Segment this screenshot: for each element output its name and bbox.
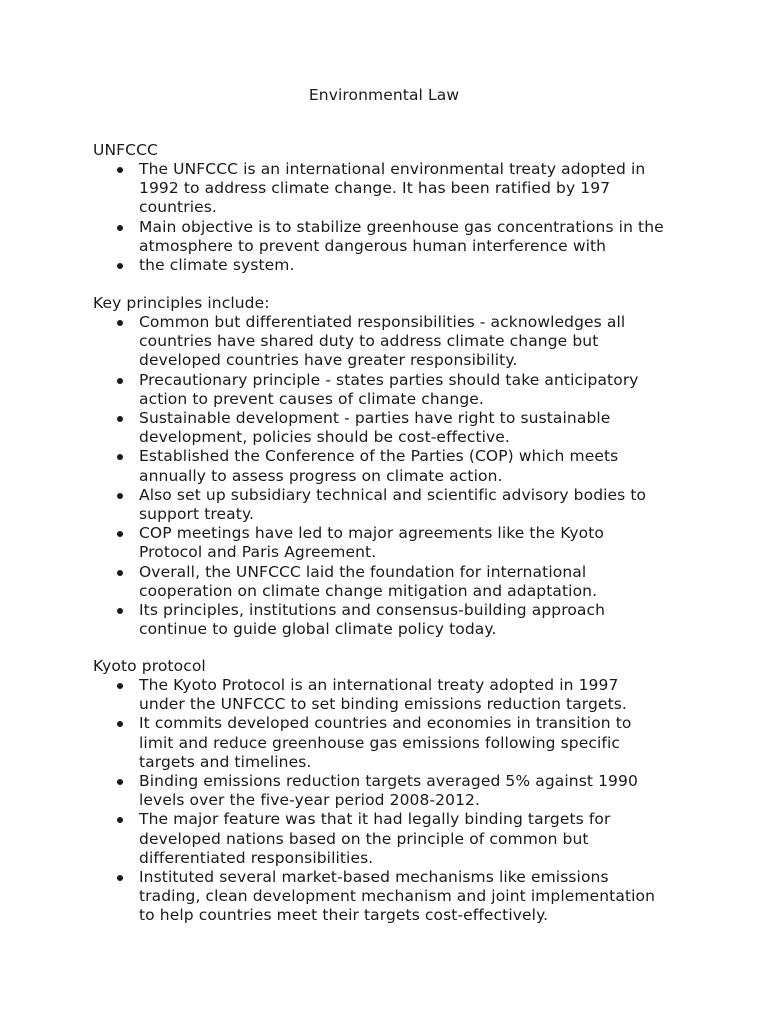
bullet-dot (117, 454, 123, 460)
list-item-text: the climate system. (139, 256, 295, 275)
bullet-dot (117, 320, 123, 326)
list-item-text: Sustainable development - parties have right to sustainable development, policies should be cost-effective. (139, 409, 611, 447)
section-heading: UNFCCC (93, 141, 158, 159)
list-item-text: Common but differentiated responsibilities - acknowledges all countries have shared duty to address climate change but developed countries have greater responsibility. (139, 313, 626, 370)
list-item (93, 409, 669, 447)
section-heading: Kyoto protocol (93, 657, 206, 675)
list-item-text: Established the Conference of the Parties (COP) which meets annually to assess progress on climate action. (139, 447, 619, 485)
list-item-text: Overall, the UNFCCC laid the foundation for international cooperation on climate change mitigation and adaptation. (139, 562, 598, 600)
list-item (93, 313, 669, 371)
bullet-dot (117, 416, 123, 422)
list-item (93, 486, 669, 524)
list-item (93, 772, 669, 810)
list-item-text: Main objective is to stabilize greenhouse gas concentrations in the atmosphere to prevent dangerous human interference with (139, 217, 664, 255)
list-item (93, 524, 669, 562)
list-item-text: Instituted several market-based mechanisms like emissions trading, clean development mechanism and joint implementation to help countries meet their targets cost-effectively. (139, 868, 656, 925)
list-item (93, 218, 669, 256)
bullet-dot (117, 493, 123, 499)
bullet-dot (117, 721, 123, 727)
list-item-text: Precautionary principle - states parties should take anticipatory action to prevent causes of climate change. (139, 370, 639, 408)
bullet-dot (117, 817, 123, 823)
list-item-text: The major feature was that it had legally binding targets for developed nations based on the principle of common but differentiated responsibilities. (139, 810, 611, 867)
list-item-text: The UNFCCC is an international environmental treaty adopted in 1992 to address climate change. It has been ratified by 197 countries. (139, 160, 646, 217)
list-item (93, 810, 669, 868)
list-item (93, 447, 669, 485)
section-heading: Key principles include: (93, 294, 270, 312)
bullet-list (93, 160, 693, 275)
bullet-dot (117, 167, 123, 173)
section-unfccc (93, 141, 693, 275)
bullet-dot (117, 378, 123, 384)
list-item-text: Also set up subsidiary technical and scientific advisory bodies to support treaty. (139, 485, 647, 524)
bullet-list (93, 313, 693, 639)
list-item-text: Its principles, institutions and consensus-building approach continue to guide global climate policy today. (139, 601, 606, 639)
bullet-list (93, 676, 693, 926)
section-key-principles (93, 294, 693, 639)
list-item (93, 868, 669, 926)
bullet-dot (117, 225, 123, 231)
list-item (93, 676, 669, 714)
bullet-dot (117, 683, 123, 689)
list-item (93, 601, 669, 639)
document-title: Environmental Law (308, 86, 460, 104)
bullet-dot (117, 779, 123, 785)
list-item (93, 714, 669, 772)
bullet-dot (117, 263, 123, 269)
section-kyoto-protocol (93, 657, 693, 926)
bullet-dot (117, 531, 123, 537)
list-item (93, 371, 669, 409)
list-item-text: Binding emissions reduction targets averaged 5% against 1990 levels over the five-year period 2008-2012. (139, 772, 638, 810)
bullet-dot (117, 608, 123, 614)
list-item-text: The Kyoto Protocol is an international treaty adopted in 1997 under the UNFCCC to set binding emissions reduction targets. (139, 676, 627, 714)
list-item (93, 160, 669, 218)
list-item (93, 563, 669, 601)
bullet-dot (117, 570, 123, 576)
list-item-text: COP meetings have led to major agreements like the Kyoto Protocol and Paris Agreement. (139, 524, 604, 562)
list-item (93, 256, 669, 275)
bullet-dot (117, 875, 123, 881)
list-item-text: It commits developed countries and economies in transition to limit and reduce greenhouse gas emissions following specific targets and timelines. (139, 714, 632, 771)
